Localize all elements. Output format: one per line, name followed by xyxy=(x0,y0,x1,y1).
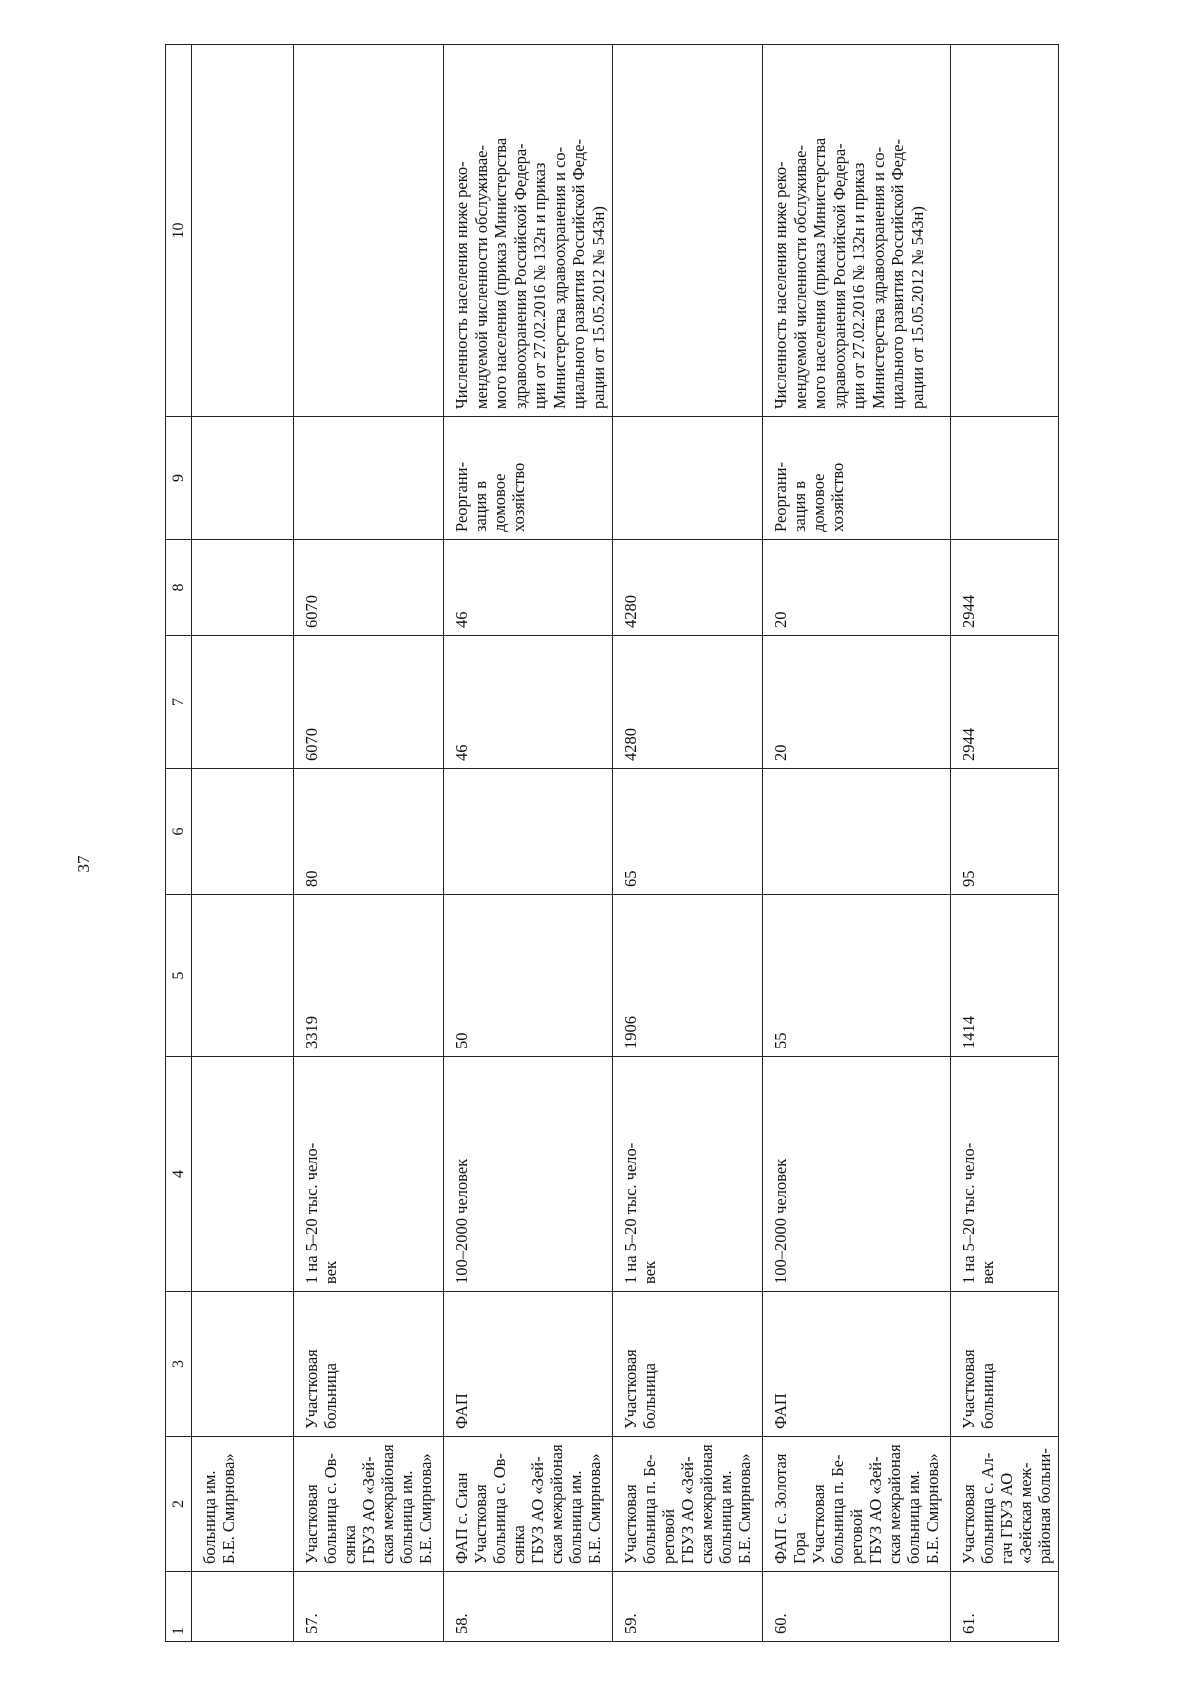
table-cell: 6070 xyxy=(294,540,444,636)
table-cell: 2944 xyxy=(951,540,1059,636)
table-cell: Участковая больница с. Ал- гач ГБУЗ АО «Зейская меж- районая больни- xyxy=(951,1437,1059,1572)
table-cell: 1 на 5–20 тыс. чело- век xyxy=(294,1057,444,1292)
table-cell: 3319 xyxy=(294,895,444,1057)
table-cell xyxy=(192,636,294,769)
table-cell: 1 на 5–20 тыс. чело- век xyxy=(951,1057,1059,1292)
table-cell xyxy=(444,769,613,895)
table-cell xyxy=(613,417,763,540)
col-header-1: 1 xyxy=(166,1572,192,1642)
col-header-9: 9 xyxy=(166,417,192,540)
table-cell: 59. xyxy=(613,1572,763,1642)
table-cell xyxy=(192,895,294,1057)
table-cell: Участковая больница xyxy=(294,1292,444,1437)
table-cell: ФАП xyxy=(444,1292,613,1437)
table-cell: Участковая больница xyxy=(613,1292,763,1437)
table-cell xyxy=(951,417,1059,540)
table-cell: 100–2000 человек xyxy=(763,1057,951,1292)
table-cell: 1414 xyxy=(951,895,1059,1057)
col-header-3: 3 xyxy=(166,1292,192,1437)
table-cell: 80 xyxy=(294,769,444,895)
table-cell xyxy=(192,540,294,636)
table-row-61 xyxy=(951,45,1059,1642)
table-cell xyxy=(192,1057,294,1292)
table-cell xyxy=(294,45,444,417)
table-row-continuation xyxy=(192,45,294,1642)
table-cell: ФАП с. Сиан Участковая больница с. Ов- сянка ГБУЗ АО «Зей- ская межрайоная больница им. Б.Е. Смирнова» xyxy=(444,1437,613,1572)
table-cell xyxy=(192,1292,294,1437)
table-cell: ФАП xyxy=(763,1292,951,1437)
table-cell xyxy=(192,45,294,417)
table-row-60 xyxy=(763,45,951,1642)
table-cell: 20 xyxy=(763,540,951,636)
table-cell: 60. xyxy=(763,1572,951,1642)
col-header-8: 8 xyxy=(166,540,192,636)
hospital-table xyxy=(165,44,1059,1642)
table-cell: 1906 xyxy=(613,895,763,1057)
table-cell: ФАП с. Золотая Гора Участковая больница п. Бе- реговой ГБУЗ АО «Зей- ская межрайоная больница им. Б.Е. Смирнова» xyxy=(763,1437,951,1572)
table-cell: 46 xyxy=(444,540,613,636)
table-cell xyxy=(294,417,444,540)
col-header-6: 6 xyxy=(166,769,192,895)
col-header-10: 10 xyxy=(166,45,192,417)
table-cell: Реоргани- зация в домовое хозяйство xyxy=(763,417,951,540)
table-cell: Участковая больница с. Ов- сянка ГБУЗ АО «Зей- ская межрайоная больница им. Б.Е. Смирнова» xyxy=(294,1437,444,1572)
col-header-7: 7 xyxy=(166,636,192,769)
table-cell xyxy=(192,769,294,895)
table-cell: 57. xyxy=(294,1572,444,1642)
table-cell: Численность населения ниже реко- мендуемой численности обслуживае- мого населения (приказ Министерства здравоохранения Российской Федера- ции от 27.02.2016 № 132н и приказ Министерства здравоохранения и со- циального развития Российской Феде- рации от 15.05.2012 № 543н) xyxy=(444,45,613,417)
table-cell xyxy=(192,1572,294,1642)
table-cell: 4280 xyxy=(613,540,763,636)
table-cell xyxy=(613,45,763,417)
table-cell: Численность населения ниже реко- мендуемой численности обслуживае- мого населения (приказ Министерства здравоохранения Российской Федера- ции от 27.02.2016 № 132н и приказ Министерства здравоохранения и со- циального развития Российской Феде- рации от 15.05.2012 № 543н) xyxy=(763,45,951,417)
table-cell xyxy=(192,417,294,540)
table-cell: 65 xyxy=(613,769,763,895)
table-cell: 55 xyxy=(763,895,951,1057)
table-cell: 20 xyxy=(763,636,951,769)
rotated-table-container xyxy=(165,45,1054,1642)
table-cell: 58. xyxy=(444,1572,613,1642)
table-row-57 xyxy=(294,45,444,1642)
table-cell: 100–2000 человек xyxy=(444,1057,613,1292)
table-cell xyxy=(951,45,1059,417)
col-header-2: 2 xyxy=(166,1437,192,1572)
col-header-4: 4 xyxy=(166,1057,192,1292)
table-cell: Реоргани- зация в домовое хозяйство xyxy=(444,417,613,540)
table-cell: Участковая больница xyxy=(951,1292,1059,1437)
table-row-59 xyxy=(613,45,763,1642)
col-header-5: 5 xyxy=(166,895,192,1057)
table-cell: 50 xyxy=(444,895,613,1057)
table-cell xyxy=(763,769,951,895)
table-cell: 2944 xyxy=(951,636,1059,769)
table-cell: 95 xyxy=(951,769,1059,895)
header-row xyxy=(166,45,192,1642)
table-cell: Участковая больница п. Бе- реговой ГБУЗ АО «Зей- ская межрайоная больница им. Б.Е. Смирнова» xyxy=(613,1437,763,1572)
table-cell: 46 xyxy=(444,636,613,769)
page-number: 37 xyxy=(74,855,93,873)
table-cell: 4280 xyxy=(613,636,763,769)
table-cell: 61. xyxy=(951,1572,1059,1642)
table-cell: больница им. Б.Е. Смирнова» xyxy=(192,1437,294,1572)
table-row-58 xyxy=(444,45,613,1642)
table-cell: 6070 xyxy=(294,636,444,769)
table-cell: 1 на 5–20 тыс. чело- век xyxy=(613,1057,763,1292)
